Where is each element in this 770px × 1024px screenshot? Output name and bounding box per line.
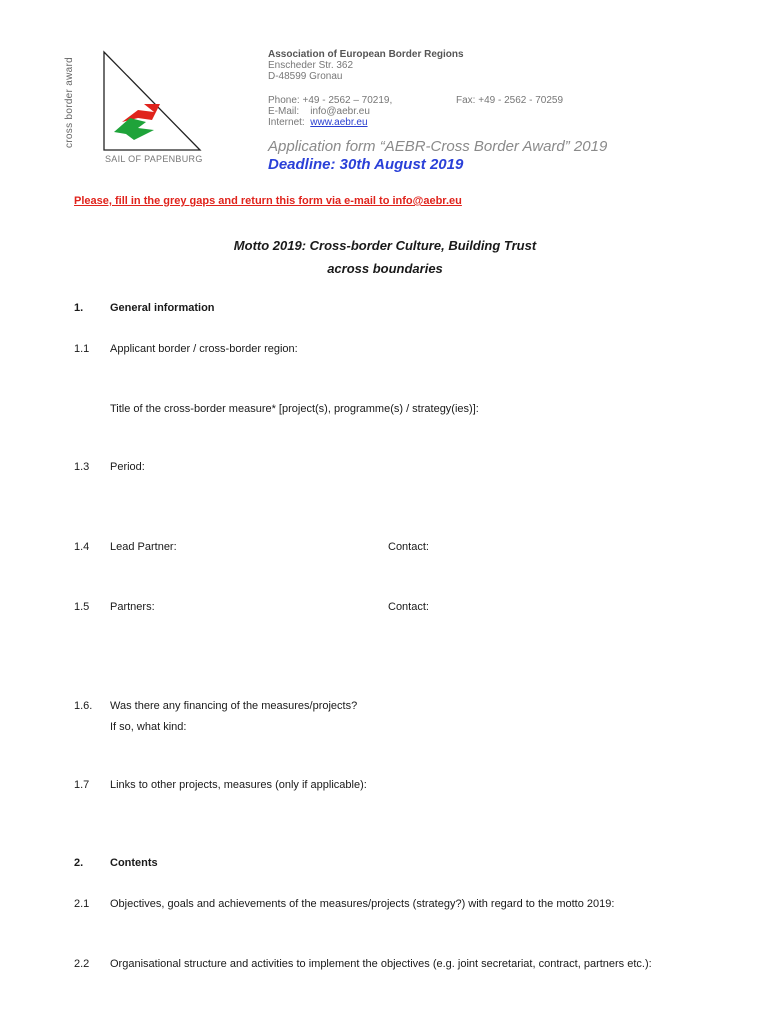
applicant-region-label: Applicant border / cross-border region:	[110, 343, 298, 355]
lead-partner-contact-label: Contact:	[388, 541, 429, 553]
section-2-heading: Contents	[110, 857, 158, 869]
financing-kind-label: If so, what kind:	[110, 721, 187, 733]
item-2-1-number: 2.1	[74, 898, 90, 910]
address-block	[268, 49, 464, 128]
lead-partner-label: Lead Partner:	[110, 541, 177, 553]
org-phone: Phone: +49 - 2562 – 70219,	[268, 95, 393, 106]
section-1-heading: General information	[110, 302, 215, 314]
measure-title-label: Title of the cross-border measure* [project(s), programme(s) / strategy(ies)]:	[110, 403, 479, 415]
financing-question: Was there any financing of the measures/projects?	[110, 700, 358, 712]
web-label: Internet:	[268, 117, 305, 128]
motto-line-1: Motto 2019: Cross-border Culture, Building Trust	[233, 238, 537, 253]
item-1-3-number: 1.3	[74, 461, 90, 473]
motto-line-2: across boundaries	[327, 261, 443, 276]
item-2-2-number: 2.2	[74, 958, 90, 970]
objectives-label: Objectives, goals and achievements of the measures/projects (strategy?) with regard to the motto 2019:	[110, 898, 615, 910]
section-1-number: 1.	[74, 302, 84, 314]
org-email: info@aebr.eu	[310, 106, 370, 117]
org-street: Enscheder Str. 362	[268, 60, 354, 71]
logo-caption: SAIL OF PAPENBURG	[105, 154, 203, 164]
item-1-5-number: 1.5	[74, 601, 90, 613]
item-1-6-number: 1.6.	[74, 700, 93, 712]
partners-label: Partners:	[110, 601, 155, 613]
form-title: Application form “AEBR-Cross Border Award” 2019	[268, 138, 608, 155]
item-1-1-number: 1.1	[74, 343, 90, 355]
links-label: Links to other projects, measures (only if applicable):	[110, 779, 367, 791]
period-label: Period:	[110, 461, 145, 473]
email-label: E-Mail:	[268, 106, 300, 117]
item-1-4-number: 1.4	[74, 541, 90, 553]
logo-vertical-text: cross border award	[64, 57, 75, 148]
org-name: Association of European Border Regions	[268, 49, 464, 60]
partners-contact-label: Contact:	[388, 601, 429, 613]
deadline: Deadline: 30th August 2019	[268, 156, 464, 173]
org-fax: Fax: +49 - 2562 - 70259	[456, 95, 564, 106]
website-link[interactable]: www.aebr.eu	[310, 117, 368, 128]
org-structure-label: Organisational structure and activities to implement the objectives (e.g. joint secretariat, contract, partners etc.):	[110, 958, 652, 970]
section-2-number: 2.	[74, 857, 84, 869]
item-1-7-number: 1.7	[74, 779, 90, 791]
org-city: D-48599 Gronau	[268, 71, 343, 82]
fill-instruction: Please, fill in the grey gaps and return this form via e-mail to info@aebr.eu	[74, 195, 462, 207]
